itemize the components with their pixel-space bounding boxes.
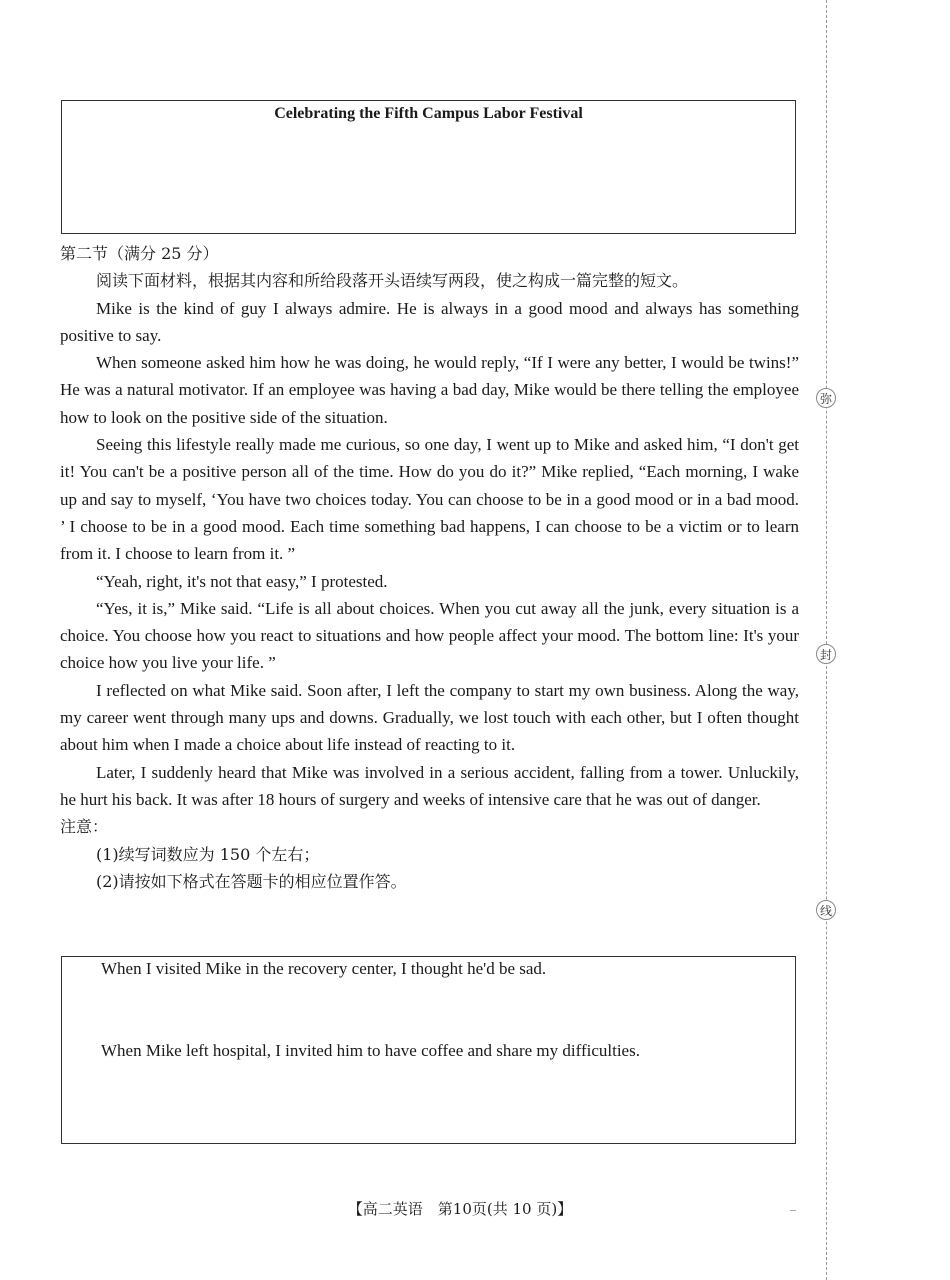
passage-paragraph: Later, I suddenly heard that Mike was involved in a serious accident, falling from a tower. Unluckily, he hurt his back. It was after 18 hours of surgery and weeks of intensive care that he was out of danger. xyxy=(60,762,799,809)
binding-mark-mi: 弥 xyxy=(816,388,836,408)
corner-mark xyxy=(790,1210,796,1211)
passage-paragraph: I reflected on what Mike said. Soon after, I left the company to start my own business. Along the way, my career went through many ups and downs. Gradually, we lost touch with each other, but I often thought about him when I made a choice about life instead of reacting to it. xyxy=(60,680,799,755)
notes-label: 注意： xyxy=(60,817,109,837)
passage-paragraph: Mike is the kind of guy I always admire. He is always in a good mood and always has something positive to say. xyxy=(60,298,799,345)
binding-dashed-line xyxy=(826,0,827,1280)
passage-paragraph: “Yeah, right, it's not that easy,” I protested. xyxy=(96,571,388,591)
section-two-content xyxy=(60,240,799,895)
section-instruction: 阅读下面材料，根据其内容和所给段落开头语续写两段，使之构成一篇完整的短文。 xyxy=(96,271,689,291)
passage-paragraph: “Yes, it is,” Mike said. “Life is all about choices. When you cut away all the junk, every situation is a choice. You choose how you react to situations and how people affect your mood. The bottom line: It's your choice how you live your life. ” xyxy=(60,598,799,673)
binding-mark-feng: 封 xyxy=(816,644,836,664)
page-footer: 【高二英语 第10页(共 10 页)】 xyxy=(347,1200,573,1218)
writing-title: Celebrating the Fifth Campus Labor Festival xyxy=(274,105,583,122)
binding-mark-xian: 线 xyxy=(816,900,836,920)
paragraph-one-opening: When I visited Mike in the recovery center, I thought he'd be sad. xyxy=(101,959,547,978)
passage-paragraph: Seeing this lifestyle really made me curious, so one day, I went up to Mike and asked him, “I don't get it! You can't be a positive person all of the time. How do you do it?” Mike replied, “Each morning, I wake up and say to myself, ‘You have two choices today. You can choose to be in a good mood or in a bad mood. ’ I choose to be in a good mood. Each time something bad happens, I can choose to be a victim or to learn from it. I choose to learn from it. ” xyxy=(60,435,799,564)
writing-title-box xyxy=(61,100,796,234)
passage-paragraph: When someone asked him how he was doing, he would reply, “If I were any better, I would be twins!” He was a natural motivator. If an employee was having a bad day, Mike would be there telling the employee how to look on the positive side of the situation. xyxy=(60,353,799,427)
answer-format-box xyxy=(61,956,796,1144)
section-heading: 第二节（满分 25 分） xyxy=(60,244,219,263)
paragraph-two-opening: When Mike left hospital, I invited him to have coffee and share my difficulties. xyxy=(101,1041,640,1060)
note-item: (2)请按如下格式在答题卡的相应位置作答。 xyxy=(96,871,407,891)
note-item: (1)续写词数应为 150 个左右； xyxy=(96,844,320,864)
